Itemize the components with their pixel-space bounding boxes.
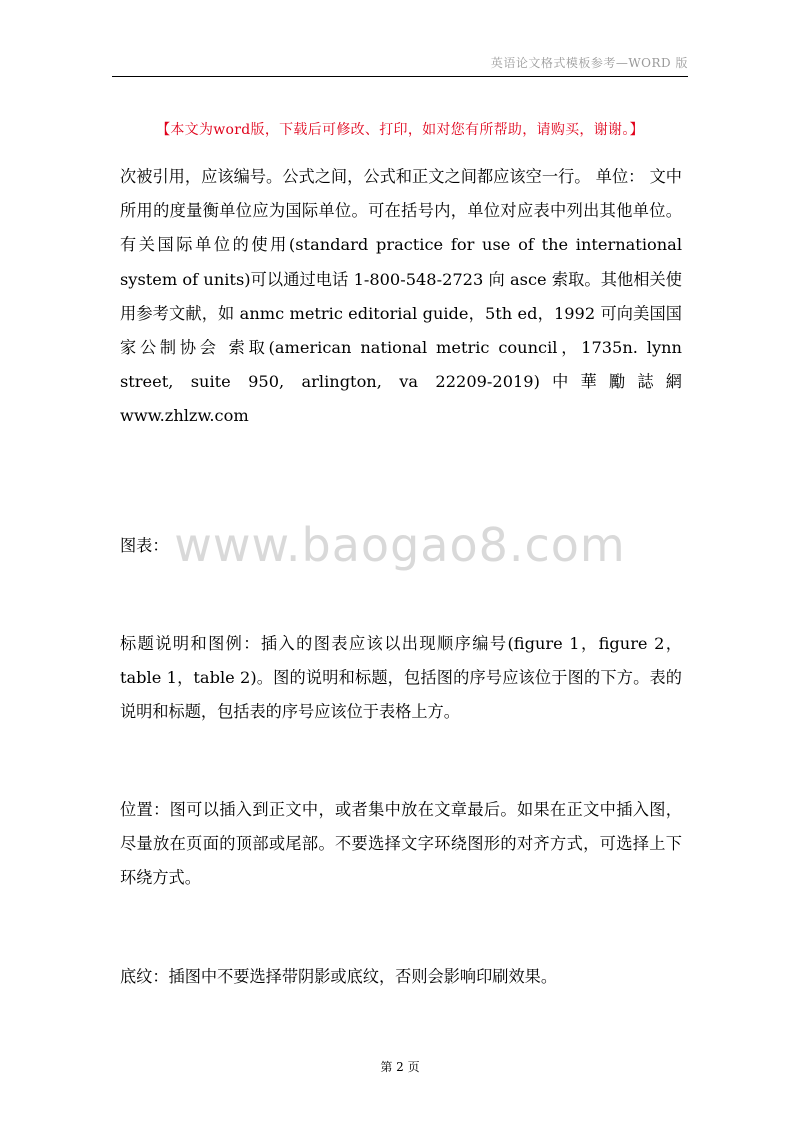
paragraph-units: 次被引用，应该编号。公式之间，公式和正文之间都应该空一行。 单位： 文中所用的度量衡单位应为国际单位。可在括号内，单位对应表中列出其他单位。有关国际单位的使用(standard practice for use of the international system of units)可以通过电话 1-800-548-2723 向 asce 索取。其他相关使用参考文献，如 anmc metric editorial guide，5th ed，1992 可向美国国家公制协会 索取(american national metric council，1735n. lynn street, suite 950, arlington, va 22209-2019)中華勵誌網 www.zhlzw.com <box>120 167 682 426</box>
page-number: 第 2 页 <box>380 1060 420 1074</box>
paragraph-captions: 标题说明和图例：插入的图表应该以出现顺序编号(figure 1，figure 2，table 1，table 2)。图的说明和标题，包括图的序号应该位于图的下方。表的说明和标题，包括表的序号应该位于表格上方。 <box>120 634 682 722</box>
charts-heading: 图表： <box>120 536 169 555</box>
page-header <box>112 50 688 77</box>
paragraph-shading: 底纹：插图中不要选择带阴影或底纹，否则会影响印刷效果。 <box>120 967 558 986</box>
header-title: 英语论文格式模板参考—WORD 版 <box>490 56 688 70</box>
watermark: www.baogao8.com <box>174 518 626 572</box>
purchase-notice: 【本文为word版，下载后可修改、打印，如对您有所帮助，请购买，谢谢。】 <box>156 122 644 138</box>
paragraph-placement: 位置：图可以插入到正文中，或者集中放在文章最后。如果在正文中插入图，尽量放在页面的顶部或尾部。不要选择文字环绕图形的对齐方式，可选择上下环绕方式。 <box>120 800 682 888</box>
